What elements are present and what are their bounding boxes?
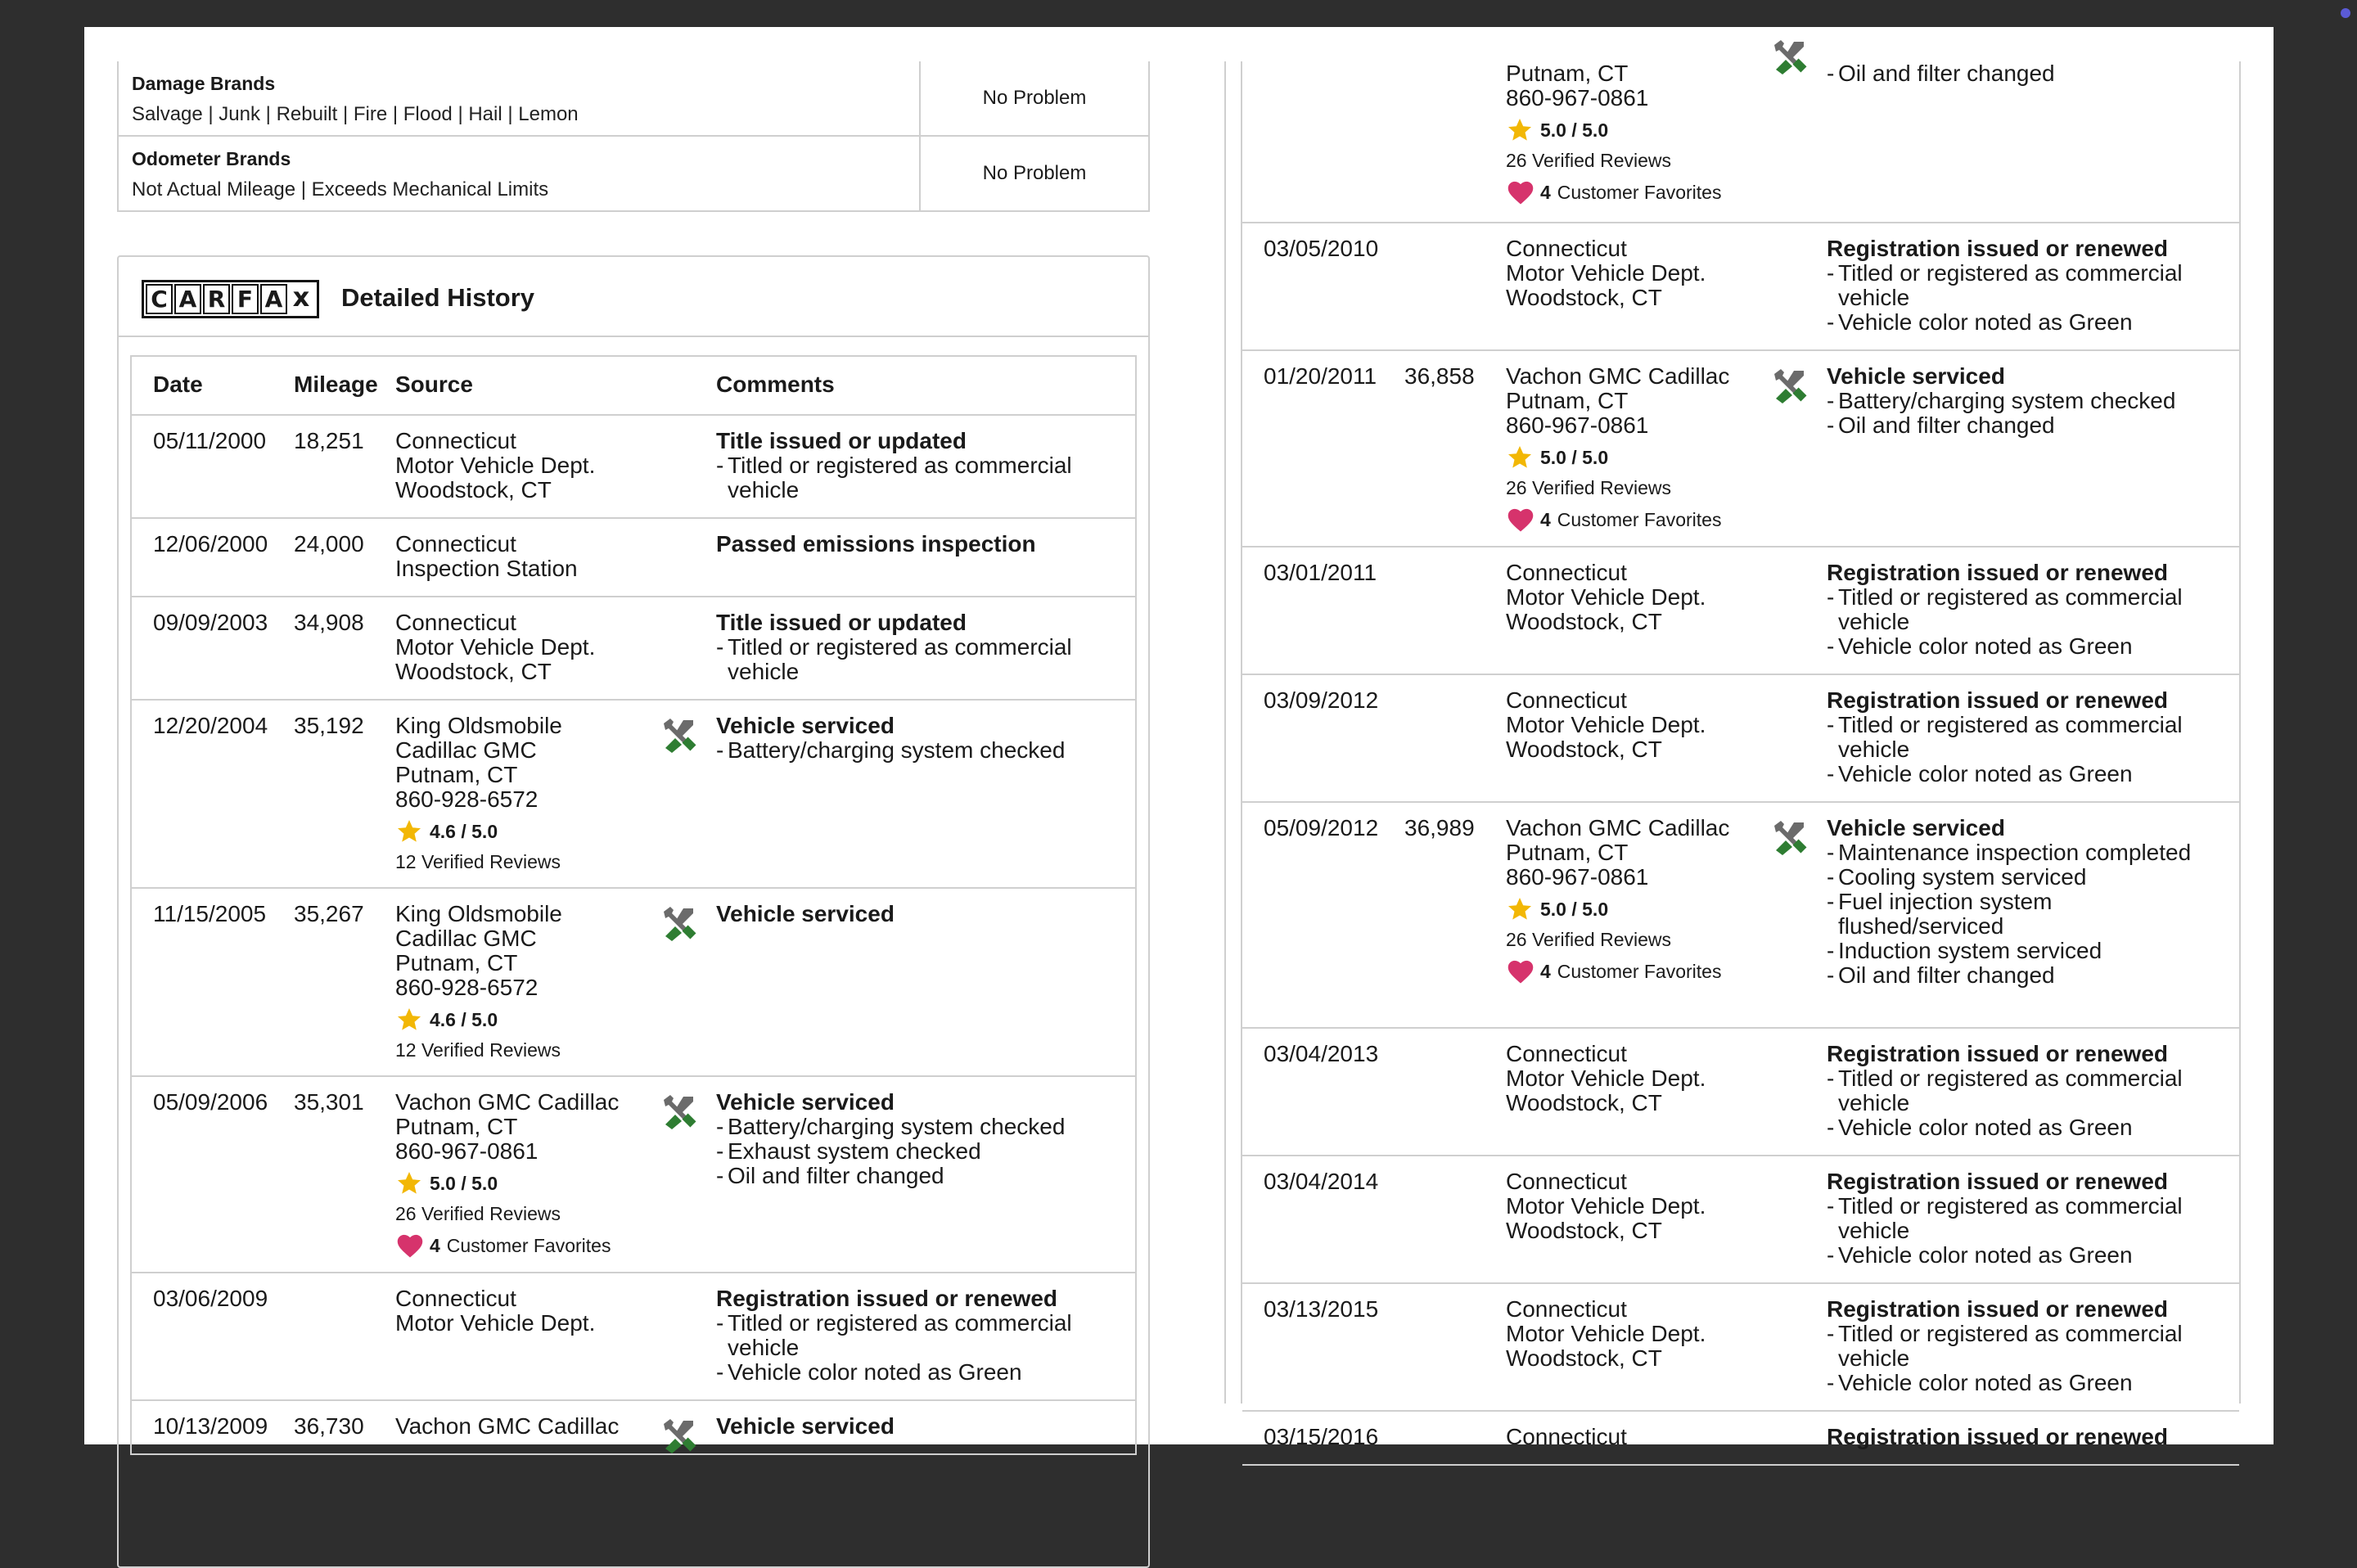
star-icon xyxy=(1506,896,1534,922)
star-icon xyxy=(395,1170,423,1196)
row-source xyxy=(395,1090,619,1259)
brands-table xyxy=(117,61,1150,212)
source-line: Vachon GMC Cadillac xyxy=(1506,363,1730,389)
row-comments xyxy=(716,611,1084,684)
row-mileage: 36,989 xyxy=(1404,815,1475,840)
row-mileage: 36,730 xyxy=(294,1413,364,1439)
comment-bullet: - Exhaust system checked xyxy=(716,1139,1084,1164)
table-row xyxy=(1242,1284,2239,1412)
source-line: Woodstock, CT xyxy=(395,477,552,502)
header-mileage: Mileage xyxy=(294,372,378,397)
history-table-header xyxy=(132,357,1135,416)
rating: 5.0 / 5.0 xyxy=(1506,444,1729,471)
source-line: 860-928-6572 xyxy=(395,786,539,812)
source-line: Connecticut xyxy=(1506,1296,1627,1322)
comment-bullet: - Oil and filter changed xyxy=(1827,413,2211,438)
comment-bullet: - Titled or registered as commercial vehicle xyxy=(1827,713,2211,762)
comment-title: Registration issued or renewed xyxy=(716,1286,1057,1311)
row-comments xyxy=(1827,364,2211,438)
service-tools-icon xyxy=(1769,818,1809,857)
source-line: 860-928-6572 xyxy=(395,975,539,1000)
customer-favorites: 4 Customer Favorites xyxy=(1506,958,1729,985)
source-line: Motor Vehicle Dept. xyxy=(1506,584,1706,610)
source-line: Motor Vehicle Dept. xyxy=(1506,260,1706,286)
table-row xyxy=(132,889,1135,1077)
row-date: 03/05/2010 xyxy=(1264,236,1379,261)
row-mileage: 34,908 xyxy=(294,610,364,635)
source-line: Motor Vehicle Dept. xyxy=(395,453,596,478)
carfax-logo: C A R F A x xyxy=(142,280,319,318)
comment-bullet: - Titled or registered as commercial vehicle xyxy=(1827,1322,2211,1371)
customer-favorites: 4 Customer Favorites xyxy=(1506,507,1729,533)
verified-reviews-link[interactable]: 26 Verified Reviews xyxy=(1506,150,1671,171)
row-mileage: 35,267 xyxy=(294,901,364,926)
comment-bullet: - Battery/charging system checked xyxy=(716,738,1084,763)
row-comments xyxy=(1827,561,2211,659)
row-source xyxy=(395,1414,619,1439)
source-line: Connecticut xyxy=(395,531,516,556)
row-comments xyxy=(1827,1169,2211,1268)
table-row xyxy=(132,597,1135,701)
source-line: Connecticut xyxy=(1506,1424,1627,1449)
comment-title: Registration issued or renewed xyxy=(1827,236,2168,261)
right-column xyxy=(1224,61,2256,1449)
card-header xyxy=(119,257,1148,337)
header-comments: Comments xyxy=(716,372,835,397)
star-icon xyxy=(395,818,423,845)
table-row xyxy=(132,1273,1135,1401)
row-date: 03/04/2013 xyxy=(1264,1041,1379,1066)
source-line: Cadillac GMC xyxy=(395,737,537,763)
source-line: Putnam, CT xyxy=(1506,388,1629,413)
row-source: Putnam, CT 860-967-0861 5.0 / 5.0 26 Verified Reviews 4 Customer Favorites xyxy=(1506,61,1721,205)
source-line: King Oldsmobile xyxy=(395,713,562,738)
row-date: 09/09/2003 xyxy=(153,610,268,635)
source-line: Inspection Station xyxy=(395,556,578,581)
service-tools-icon xyxy=(659,1092,698,1131)
header-date: Date xyxy=(153,372,203,397)
row-comments xyxy=(1827,237,2211,335)
brand-title: Odometer Brands xyxy=(132,148,291,169)
source-line: Woodstock, CT xyxy=(1506,737,1662,762)
row-mileage: 18,251 xyxy=(294,428,364,453)
table-row xyxy=(1242,803,2239,1029)
row-source xyxy=(1506,1169,1706,1243)
comment-title: Passed emissions inspection xyxy=(716,531,1036,556)
comment-title: Registration issued or renewed xyxy=(1827,1041,2168,1066)
row-date: 03/13/2015 xyxy=(1264,1296,1379,1322)
source-line: Vachon GMC Cadillac xyxy=(395,1413,620,1439)
brand-row-damage xyxy=(119,61,1148,137)
source-line: Motor Vehicle Dept. xyxy=(1506,1193,1706,1219)
row-date: 05/09/2012 xyxy=(1264,815,1379,840)
service-tools-icon xyxy=(659,903,698,943)
row-comments xyxy=(716,1414,1084,1439)
verified-reviews-link[interactable]: 26 Verified Reviews xyxy=(395,1203,561,1224)
row-source xyxy=(395,902,562,1062)
row-date: 12/20/2004 xyxy=(153,713,268,738)
source-line: Woodstock, CT xyxy=(1506,1218,1662,1243)
source-line: Connecticut xyxy=(1506,1041,1627,1066)
status-dot xyxy=(2341,8,2350,18)
comment-bullet: - Battery/charging system checked xyxy=(1827,389,2211,413)
row-date: 10/13/2009 xyxy=(153,1413,268,1439)
comment-bullet: - Titled or registered as commercial vehicle xyxy=(716,453,1084,502)
history-table-continued xyxy=(1241,61,2241,1449)
heart-icon xyxy=(395,1232,425,1259)
brand-status: No Problem xyxy=(919,61,1148,135)
comment-title: Vehicle serviced xyxy=(716,713,895,738)
source-line: Connecticut xyxy=(395,610,516,635)
source-line: Vachon GMC Cadillac xyxy=(395,1089,620,1115)
service-tools-icon xyxy=(1769,366,1809,405)
table-row xyxy=(132,519,1135,597)
row-source xyxy=(395,1286,595,1336)
header-source: Source xyxy=(395,372,473,397)
source-line: Woodstock, CT xyxy=(1506,609,1662,634)
table-row xyxy=(1242,61,2239,223)
brand-subtitle: Not Actual Mileage | Exceeds Mechanical Limits xyxy=(132,178,549,201)
comment-bullet: - Titled or registered as commercial vehicle xyxy=(1827,1066,2211,1115)
comment-bullet: - Vehicle color noted as Green xyxy=(1827,1115,2211,1140)
star-icon xyxy=(395,1007,423,1033)
row-source xyxy=(1506,816,1729,985)
row-source xyxy=(395,532,578,581)
brand-status: No Problem xyxy=(919,137,1148,210)
table-row xyxy=(132,416,1135,519)
comment-title: Registration issued or renewed xyxy=(1827,560,2168,585)
source-line: Putnam, CT xyxy=(395,762,518,787)
row-date: 11/15/2005 xyxy=(153,901,267,926)
table-row xyxy=(132,701,1135,889)
row-comments xyxy=(716,1090,1084,1188)
comment-bullet: - Titled or registered as commercial vehicle xyxy=(716,1311,1084,1360)
star-icon xyxy=(1506,117,1534,143)
source-line: Woodstock, CT xyxy=(1506,285,1662,310)
heart-icon xyxy=(1506,507,1535,533)
row-comments: - Oil and filter changed xyxy=(1827,61,2211,86)
comment-title: Title issued or updated xyxy=(716,428,967,453)
row-source xyxy=(1506,1425,1627,1449)
heart-icon xyxy=(1506,179,1535,205)
row-comments xyxy=(716,714,1084,763)
row-source xyxy=(1506,364,1729,533)
source-line: Connecticut xyxy=(1506,236,1627,261)
row-date: 05/09/2006 xyxy=(153,1089,268,1115)
source-line: Vachon GMC Cadillac xyxy=(1506,815,1730,840)
comment-bullet: - Titled or registered as commercial vehicle xyxy=(1827,1194,2211,1243)
row-comments xyxy=(1827,1297,2211,1395)
table-row xyxy=(1242,1156,2239,1284)
verified-reviews-link[interactable]: 26 Verified Reviews xyxy=(1506,929,1671,950)
card-title: Detailed History xyxy=(341,283,535,312)
row-mileage: 35,192 xyxy=(294,713,364,738)
detailed-history-card xyxy=(117,255,1150,1568)
left-column xyxy=(117,61,1151,1439)
table-row xyxy=(1242,351,2239,547)
row-source xyxy=(395,714,562,874)
comment-bullet: - Titled or registered as commercial vehicle xyxy=(1827,261,2211,310)
star-icon xyxy=(1506,444,1534,471)
row-source xyxy=(1506,237,1706,310)
rating: 4.6 / 5.0 xyxy=(395,1007,562,1033)
row-source xyxy=(1506,1042,1706,1115)
row-source xyxy=(1506,561,1706,634)
comment-title: Vehicle serviced xyxy=(716,1089,895,1115)
table-row xyxy=(1242,223,2239,351)
comment-bullet: - Vehicle color noted as Green xyxy=(1827,310,2211,335)
row-comments xyxy=(716,532,1084,556)
source-line: Motor Vehicle Dept. xyxy=(1506,712,1706,737)
source-line: Motor Vehicle Dept. xyxy=(1506,1066,1706,1091)
verified-reviews-link[interactable]: 12 Verified Reviews xyxy=(395,1039,561,1061)
row-date: 01/20/2011 xyxy=(1264,363,1377,389)
row-date: 03/15/2016 xyxy=(1264,1424,1379,1449)
row-date: 05/11/2000 xyxy=(153,428,267,453)
row-comments xyxy=(1827,1042,2211,1140)
rating: 5.0 / 5.0 xyxy=(1506,896,1729,922)
source-line: Woodstock, CT xyxy=(395,659,552,684)
source-line: Connecticut xyxy=(1506,687,1627,713)
comment-bullet: - Oil and filter changed xyxy=(1827,963,2211,988)
comment-bullet: - Cooling system serviced xyxy=(1827,865,2211,890)
source-line: Connecticut xyxy=(1506,560,1627,585)
comment-title: Registration issued or renewed xyxy=(1827,1296,2168,1322)
customer-favorites: 4 Customer Favorites xyxy=(1506,179,1721,205)
comment-title: Vehicle serviced xyxy=(1827,815,2005,840)
source-line: 860-967-0861 xyxy=(395,1138,539,1164)
source-line: Connecticut xyxy=(395,1286,516,1311)
table-row xyxy=(1242,1029,2239,1156)
table-row xyxy=(132,1401,1135,1455)
row-mileage: 36,858 xyxy=(1404,363,1475,389)
table-row xyxy=(1242,547,2239,675)
service-tools-icon xyxy=(1769,37,1809,76)
row-date: 03/06/2009 xyxy=(153,1286,268,1311)
comment-title: Vehicle serviced xyxy=(1827,363,2005,389)
row-date: 03/01/2011 xyxy=(1264,560,1377,585)
comment-bullet: - Fuel injection system flushed/serviced xyxy=(1827,890,2211,939)
service-tools-icon xyxy=(659,715,698,755)
rating: 5.0 / 5.0 xyxy=(1506,117,1721,143)
comment-bullet: - Vehicle color noted as Green xyxy=(1827,634,2211,659)
comment-title: Vehicle serviced xyxy=(716,901,895,926)
comment-title: Vehicle serviced xyxy=(716,1413,895,1439)
row-date: 03/09/2012 xyxy=(1264,687,1379,713)
history-rows xyxy=(132,416,1135,1455)
row-comments xyxy=(716,429,1084,502)
rating: 5.0 / 5.0 xyxy=(395,1170,619,1196)
source-line: Woodstock, CT xyxy=(1506,1090,1662,1115)
service-tools-icon xyxy=(659,1416,698,1455)
history-table xyxy=(130,355,1137,1455)
source-line: 860-967-0861 xyxy=(1506,864,1649,890)
source-line: 860-967-0861 xyxy=(1506,412,1649,438)
comment-bullet: - Titled or registered as commercial vehicle xyxy=(716,635,1084,684)
row-source xyxy=(395,429,595,502)
row-comments xyxy=(1827,1425,2211,1449)
verified-reviews-link[interactable]: 26 Verified Reviews xyxy=(1506,477,1671,498)
source-line: Motor Vehicle Dept. xyxy=(1506,1321,1706,1346)
brand-title: Damage Brands xyxy=(132,73,276,94)
verified-reviews-link[interactable]: 12 Verified Reviews xyxy=(395,851,561,872)
row-comments xyxy=(1827,816,2211,988)
source-line: King Oldsmobile xyxy=(395,901,562,926)
brand-subtitle: Salvage | Junk | Rebuilt | Fire | Flood | Hail | Lemon xyxy=(132,103,579,125)
row-mileage: 35,301 xyxy=(294,1089,364,1115)
source-line: Cadillac GMC xyxy=(395,926,537,951)
source-line: Putnam, CT xyxy=(395,950,518,975)
row-mileage: 24,000 xyxy=(294,531,364,556)
document-page xyxy=(84,27,2274,1449)
comment-bullet: - Oil and filter changed xyxy=(716,1164,1084,1188)
comment-bullet: - Vehicle color noted as Green xyxy=(1827,1243,2211,1268)
comment-title: Registration issued or renewed xyxy=(1827,1424,2168,1449)
history-rows xyxy=(1242,223,2239,1466)
brand-row-odometer xyxy=(119,137,1148,210)
row-date: 03/04/2014 xyxy=(1264,1169,1379,1194)
comment-title: Registration issued or renewed xyxy=(1827,1169,2168,1194)
comment-bullet: - Maintenance inspection completed xyxy=(1827,840,2211,865)
comment-bullet: - Titled or registered as commercial vehicle xyxy=(1827,585,2211,634)
source-line: Connecticut xyxy=(395,428,516,453)
comment-bullet: - Induction system serviced xyxy=(1827,939,2211,963)
row-comments xyxy=(716,1286,1084,1385)
customer-favorites: 4 Customer Favorites xyxy=(395,1232,619,1259)
source-line: Woodstock, CT xyxy=(1506,1345,1662,1371)
comment-title: Title issued or updated xyxy=(716,610,967,635)
table-row xyxy=(1242,675,2239,803)
row-source xyxy=(1506,688,1706,762)
row-source xyxy=(395,611,595,684)
source-line: Motor Vehicle Dept. xyxy=(395,1310,596,1336)
comment-bullet: - Vehicle color noted as Green xyxy=(716,1360,1084,1385)
comment-bullet: - Vehicle color noted as Green xyxy=(1827,762,2211,786)
heart-icon xyxy=(1506,958,1535,985)
row-comments xyxy=(1827,688,2211,786)
rating: 4.6 / 5.0 xyxy=(395,818,562,845)
row-comments xyxy=(716,902,1084,926)
source-line: Putnam, CT xyxy=(1506,840,1629,865)
source-line: Connecticut xyxy=(1506,1169,1627,1194)
row-source xyxy=(1506,1297,1706,1371)
table-row xyxy=(1242,1412,2239,1466)
comment-title: Registration issued or renewed xyxy=(1827,687,2168,713)
comment-bullet: - Battery/charging system checked xyxy=(716,1115,1084,1139)
row-date: 12/06/2000 xyxy=(153,531,268,556)
source-line: Putnam, CT xyxy=(395,1114,518,1139)
table-row xyxy=(132,1077,1135,1273)
comment-bullet: - Vehicle color noted as Green xyxy=(1827,1371,2211,1395)
source-line: Motor Vehicle Dept. xyxy=(395,634,596,660)
